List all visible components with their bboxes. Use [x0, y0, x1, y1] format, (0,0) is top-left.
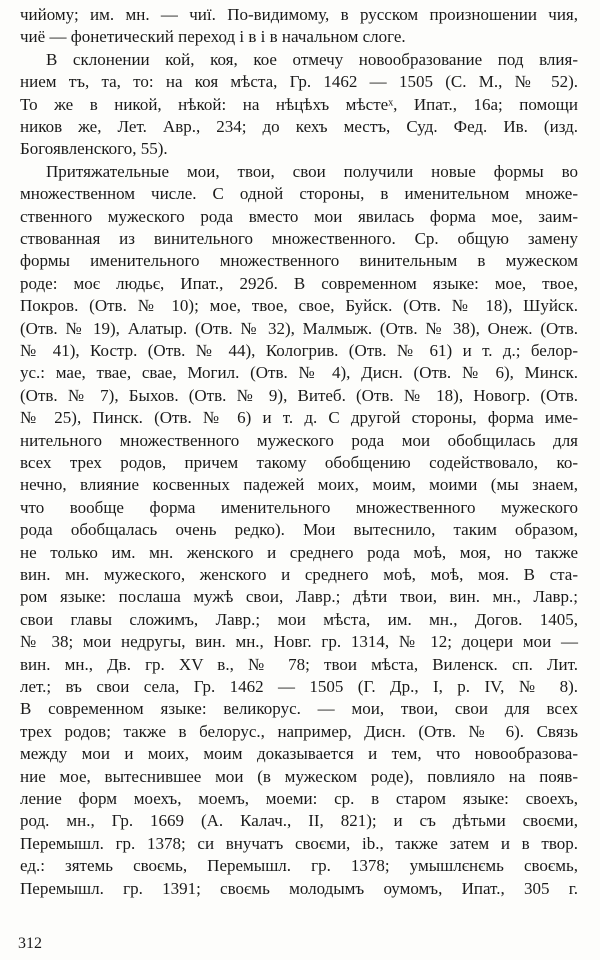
- text-line: множественном числе. С одной стороны, в именительном множе-: [20, 184, 578, 204]
- text-line: ников же, Лет. Авр., 234; до кехъ местъ, Суд. Фед. Ив. (изд.: [20, 117, 578, 136]
- text-line: № 38; мои недругы, вин. мн., Новг. гр. 1314, № 12; доцери мои —: [20, 632, 578, 652]
- text-line: лет.; въ свои села, Гр. 1462 — 1505 (Г. Др., I, р. IV, № 8).: [20, 677, 578, 696]
- text-line: чиё — фонетический переход і в і в начальном слоге.: [20, 27, 406, 47]
- text-line: между мои и моих, моим доказывается и тем, что новообразова-: [20, 744, 578, 764]
- text-line: нечно, влияние косвенных падежей моих, моим, моими (мы знаем,: [20, 475, 578, 495]
- text-line: роде: моє людьє, Ипат., 292б. В современном языке: мое, твое,: [20, 273, 578, 293]
- text-line: формы именительного множественного винительным в мужеском: [20, 251, 578, 271]
- text-line: всех трех родов, причем такому обобщению содействовало, ко-: [20, 453, 578, 472]
- text-line: (Отв. № 19), Алатыр. (Отв. № 32), Малмыж. (Отв. № 38), Онеж. (Отв.: [20, 318, 578, 338]
- text-line: чийому; им. мн. — чиї. По-видимому, в русском произношении чия,: [20, 5, 578, 24]
- text-line: ед.: зятемь своємь, Перемышл. гр. 1378; умышлєнємь своємь,: [20, 856, 578, 876]
- text-line: То же в никой, нѣкой: на нѣцѣхъ мѣстеˣ, Ипат., 16а; помощи: [20, 94, 578, 114]
- text-line: ус.: мае, твае, свае, Могил. (Отв. № 4), Дисн. (Отв. № 6), Минск.: [20, 363, 578, 383]
- text-line: род. мн., Гр. 1669 (А. Калач., II, 821); и съ дѣтьми своєми,: [20, 811, 578, 831]
- text-line: ром языке: послаша мужѣ свои, Лавр.; дѣти твои, вин. мн., Лавр.;: [20, 587, 578, 607]
- text-line: что вообще форма именительного множественного мужеского: [20, 497, 578, 517]
- text-line: Покров. (Отв. № 10); мое, твое, свое, Буйск. (Отв. № 18), Шуйск.: [20, 296, 578, 316]
- text-line: свои главы сложимъ, Лавр.; мои мѣста, им. мн., Догов. 1405,: [20, 609, 578, 629]
- text-line: вин. мн., Дв. гр. XV в., № 78; твои мѣста, Виленск. сп. Лит.: [20, 654, 578, 674]
- text-line: нием тъ, та, то: на коя мѣста, Гр. 1462 — 1505 (С. М., № 52).: [20, 72, 578, 92]
- text-line: В склонении кой, коя, кое отмечу новообразование под влия-: [46, 49, 578, 69]
- text-line: (Отв. № 7), Быхов. (Отв. № 9), Витеб. (Отв. № 18), Новогр. (Отв.: [20, 385, 578, 405]
- text-line: трех родов; также в белорус., например, Дисн. (Отв. № 6). Связь: [20, 721, 578, 741]
- text-line: не только им. мн. женского и среднего рода моѣ, моя, но также: [20, 542, 578, 562]
- text-line: ственного мужеского рода вместо мои явилась форма мое, заим-: [20, 206, 578, 226]
- text-line: ствованная из винительного множественного. Ср. общую замену: [20, 229, 578, 248]
- text-line: ление форм моехъ, моемъ, моеми: ср. в старом языке: своехъ,: [20, 789, 578, 808]
- text-line: № 25), Пинск. (Отв. № 6) и т. д. С другой стороны, форма име-: [20, 408, 578, 428]
- text-line: В современном языке: великорус. — мои, твои, свои для всех: [20, 699, 578, 719]
- text-line: № 41), Костр. (Отв. № 44), Кологрив. (Отв. № 61) и т. д.; белор-: [20, 341, 578, 360]
- page-number: 312: [18, 935, 42, 952]
- text-line: вин. мн. мужеского, женского и среднего моѣ, моѣ, моя. В ста-: [20, 565, 578, 584]
- text-line: Богоявленского, 55).: [20, 139, 168, 159]
- text-line: ние мое, вытеснившее мои (в мужеском роде), повлияло на появ-: [20, 766, 578, 786]
- text-line: Перемышл. гр. 1378; си внучатъ своєми, ib., также затем и в твор.: [20, 833, 578, 853]
- text-line: рода обобщалась очень редко). Мои вытеснило, таким образом,: [20, 520, 578, 540]
- text-line: Притяжательные мои, твои, свои получили новые формы во: [46, 161, 578, 181]
- text-line: нительного множественного мужеского рода мои обобщилась для: [20, 430, 578, 450]
- text-line: Перемышл. гр. 1391; своємь молодымъ оумомъ, Ипат., 305 г.: [20, 878, 578, 898]
